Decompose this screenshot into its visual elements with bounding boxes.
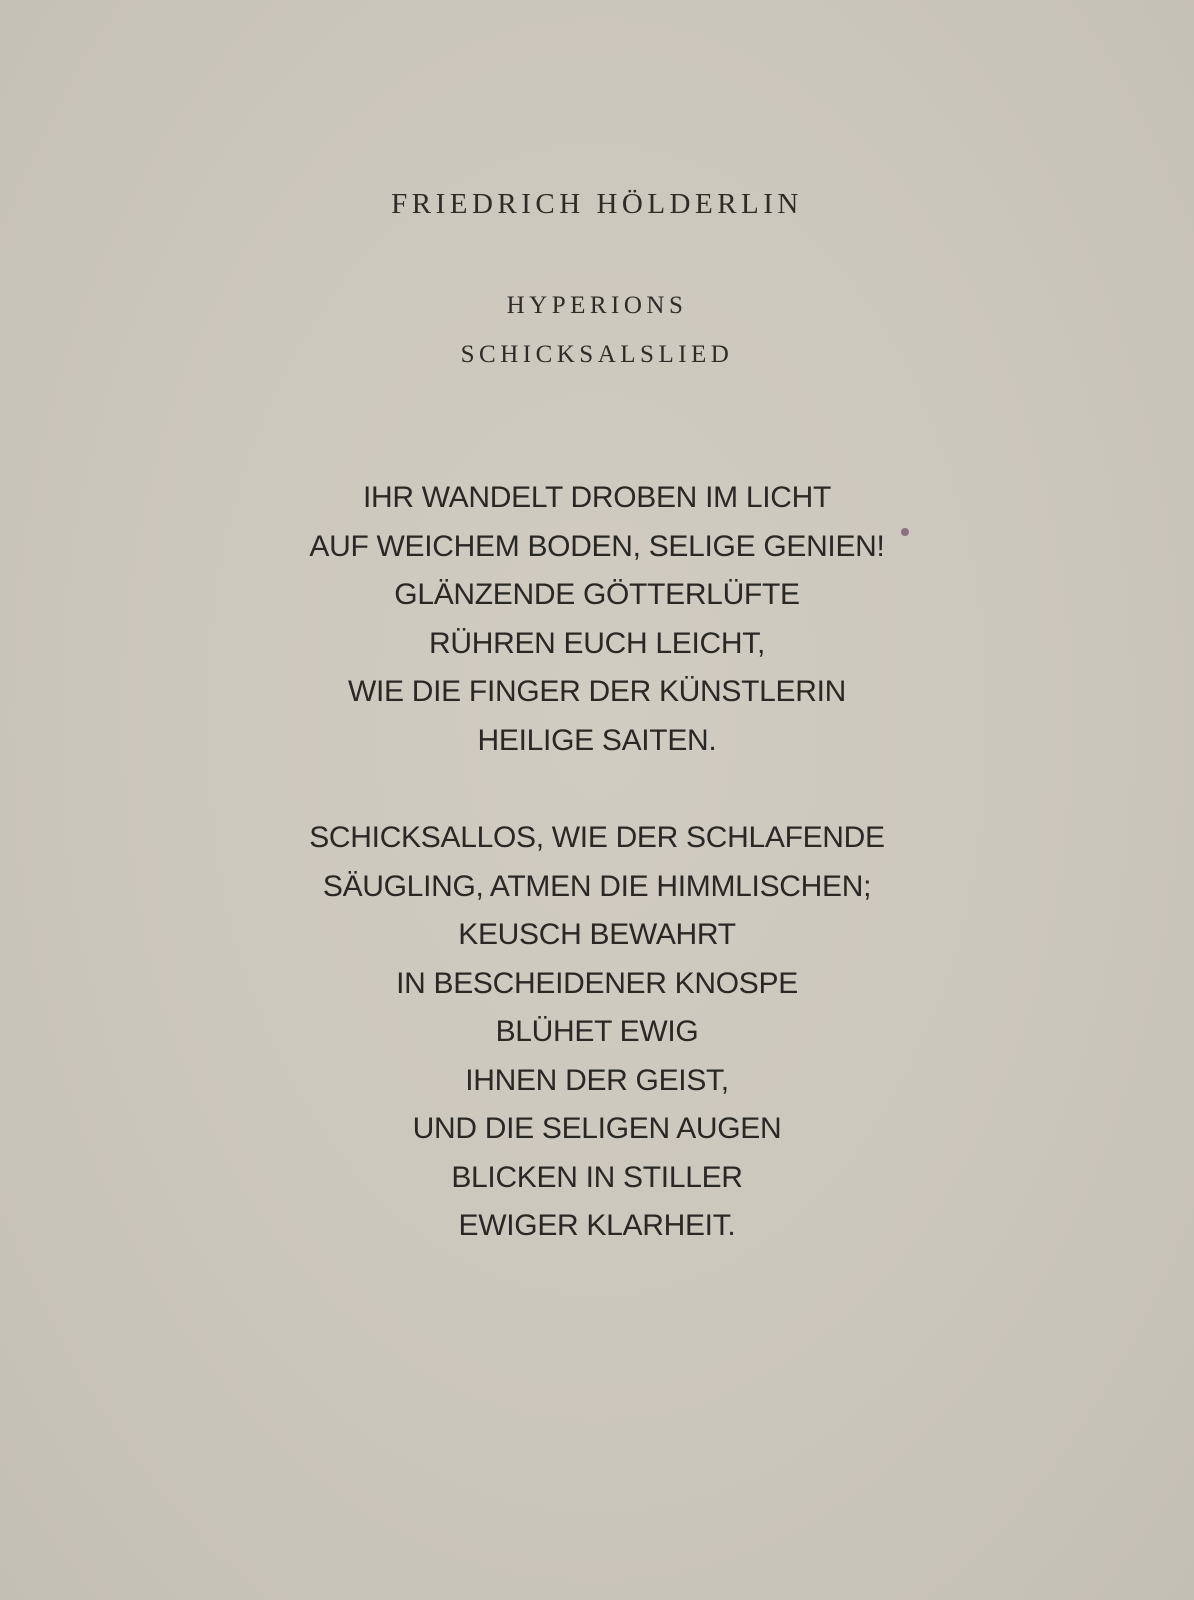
verse-line: HEILIGE SAITEN. [477, 723, 717, 757]
verse-line: WIE DIE FINGER DER KÜNSTLERIN [347, 675, 847, 708]
poem-title-line-1: HYPERIONS [506, 292, 688, 319]
stanza-1 [0, 474, 1194, 765]
stanza-2 [0, 814, 1194, 1251]
verse-line: SCHICKSALLOS, WIE DER SCHLAFENDE [309, 821, 885, 854]
ink-speck [901, 528, 909, 536]
verse-line: BLÜHET EWIG [495, 1015, 699, 1048]
verse-line: BLICKEN IN STILLER [451, 1160, 743, 1194]
verse-line: EWIGER KLARHEIT. [458, 1209, 736, 1242]
poem-title-line-2: SCHICKSALSLIED [460, 341, 734, 368]
verse-line: UND DIE SELIGEN AUGEN [412, 1112, 782, 1145]
verse-line: AUF WEICHEM BODEN, SELIGE GENIEN! [309, 529, 885, 563]
verse-line: SÄUGLING, ATMEN DIE HIMMLISCHEN; [322, 869, 872, 903]
author-name: FRIEDRICH HÖLDERLIN [391, 188, 803, 220]
verse-line: IHNEN DER GEIST, [465, 1063, 729, 1097]
verse-line: IN BESCHEIDENER KNOSPE [396, 966, 798, 1000]
verse-line: IHR WANDELT DROBEN IM LICHT [362, 481, 832, 514]
verse-line: GLÄNZENDE GÖTTERLÜFTE [394, 578, 800, 611]
verse-line: KEUSCH BEWAHRT [458, 918, 736, 951]
verse-line: RÜHREN EUCH LEICHT, [428, 626, 765, 660]
